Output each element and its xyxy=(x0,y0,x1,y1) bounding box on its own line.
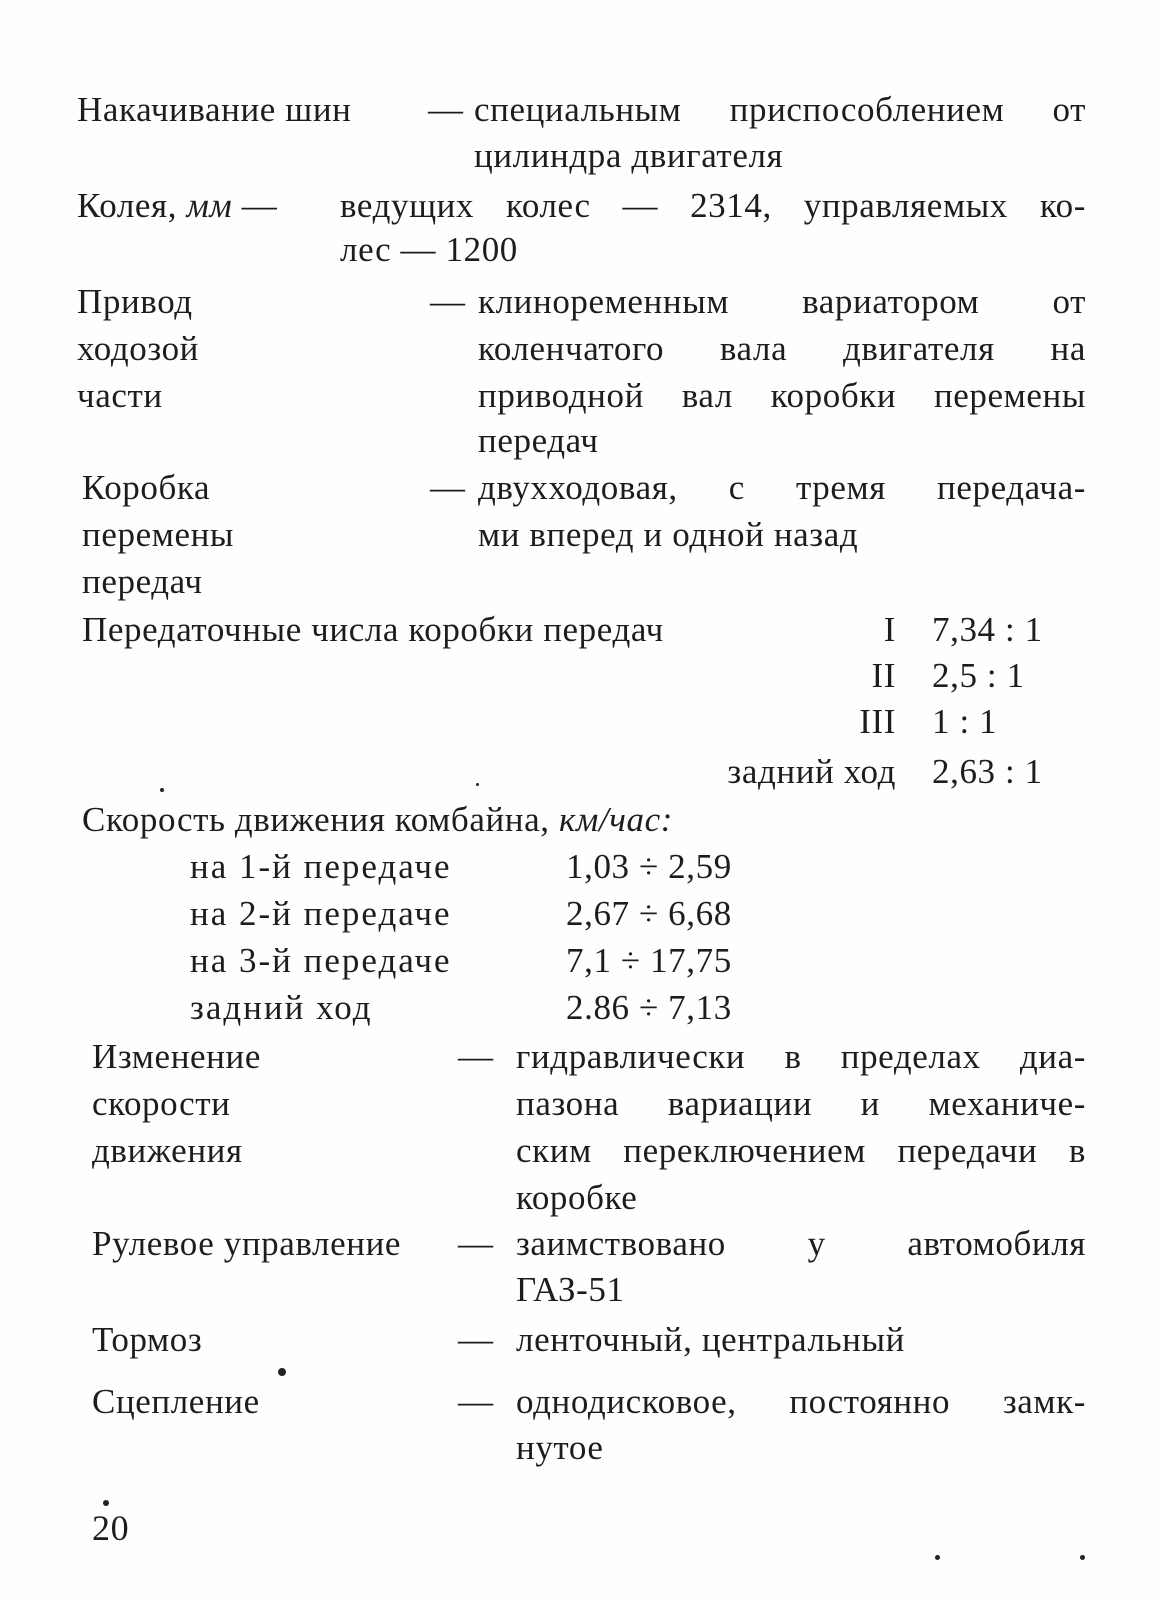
gear-ratio-gear: I xyxy=(883,610,896,649)
drive-text-line4: передач xyxy=(478,421,599,460)
drive-label-line2: ходозой xyxy=(77,329,200,368)
speed-label: Скорость движения комбайна, км/час: xyxy=(82,800,674,839)
speed-change-text-line2: пазона вариации и механиче- xyxy=(516,1084,1086,1123)
speed-change-label-line2: скорости xyxy=(92,1084,231,1123)
ink-speck xyxy=(278,1368,286,1376)
gearbox-label-line2: перемены xyxy=(82,515,235,554)
speed-range: 2,67 ÷ 6,68 xyxy=(566,894,732,933)
brake-dash: — xyxy=(458,1320,494,1359)
drive-text-line2: коленчатого вала двигателя на xyxy=(478,329,1086,368)
drive-label-line1: Привод xyxy=(77,282,193,321)
steering-dash: — xyxy=(458,1224,494,1263)
drive-text-line3: приводной вал коробки перемены xyxy=(478,376,1086,415)
tire-inflation-dash: — xyxy=(428,90,464,129)
tire-inflation-label: Накачивание шин xyxy=(77,90,352,129)
track-text-line1: ведущих колес — 2314, управляемых ко- xyxy=(340,186,1086,225)
speed-change-dash: — xyxy=(458,1037,494,1076)
speed-gear-name: на 2-й передаче xyxy=(190,894,452,933)
ink-speck xyxy=(935,1555,940,1560)
gearbox-label-line3: передач xyxy=(82,562,203,601)
speed-change-text-line1: гидравлически в пределах диа- xyxy=(516,1037,1086,1076)
tire-inflation-text-line2: цилиндра двигателя xyxy=(474,136,784,175)
ink-speck xyxy=(103,1500,109,1506)
track-label: Колея, мм — xyxy=(77,186,278,225)
drive-dash: — xyxy=(430,282,466,321)
drive-text-line1: клиноременным вариатором от xyxy=(478,282,1086,321)
gear-ratio-gear: II xyxy=(871,656,896,695)
speed-change-label-line3: движения xyxy=(92,1131,243,1170)
speed-change-text-line3: ским переключением передачи в xyxy=(516,1131,1086,1170)
clutch-label: Сцепление xyxy=(92,1382,260,1421)
gearbox-label-line1: Коробка xyxy=(82,468,211,507)
speed-unit: км/час: xyxy=(558,800,674,839)
speed-range: 2.86 ÷ 7,13 xyxy=(566,988,732,1027)
speed-range: 7,1 ÷ 17,75 xyxy=(566,941,732,980)
brake-text: ленточный, центральный xyxy=(516,1320,905,1359)
clutch-text-line2: нутое xyxy=(516,1428,604,1467)
clutch-dash: — xyxy=(458,1382,494,1421)
speed-gear-name: на 3-й передаче xyxy=(190,941,452,980)
gear-ratio-value: 2,5 : 1 xyxy=(932,656,1025,695)
ink-speck xyxy=(476,783,479,786)
gear-ratio-value: 7,34 : 1 xyxy=(932,610,1043,649)
gear-ratio-gear: III xyxy=(859,702,896,741)
steering-text-line2: ГАЗ-51 xyxy=(516,1270,625,1309)
ink-speck xyxy=(1080,1555,1085,1560)
speed-change-text-line4: коробке xyxy=(516,1178,638,1217)
gearbox-text-line1: двухходовая, с тремя передача- xyxy=(478,468,1086,507)
drive-label-line3: части xyxy=(77,376,163,415)
ink-speck xyxy=(160,788,164,792)
gear-ratio-value: 1 : 1 xyxy=(932,702,998,741)
track-text-line2: лес — 1200 xyxy=(340,230,518,269)
speed-range: 1,03 ÷ 2,59 xyxy=(566,847,732,886)
gear-ratio-value: 2,63 : 1 xyxy=(932,752,1043,791)
steering-text-line1: заимствовано у автомобиля xyxy=(516,1224,1086,1263)
gear-ratios-label: Передаточные числа коробки передач xyxy=(82,610,664,649)
steering-label: Рулевое управление xyxy=(92,1224,402,1263)
speed-gear-name: задний ход xyxy=(190,988,373,1027)
gearbox-text-line2: ми вперед и одной назад xyxy=(478,515,859,554)
track-unit: мм xyxy=(186,186,233,225)
brake-label: Тормоз xyxy=(92,1320,203,1359)
gear-ratio-gear: задний ход xyxy=(727,752,896,791)
gearbox-dash: — xyxy=(430,468,466,507)
tire-inflation-text-line1: специальным приспособлением от xyxy=(474,90,1086,129)
clutch-text-line1: однодисковое, постоянно замк- xyxy=(516,1382,1086,1421)
speed-change-label-line1: Изменение xyxy=(92,1037,261,1076)
page-number: 20 xyxy=(92,1508,130,1548)
speed-gear-name: на 1-й передаче xyxy=(190,847,452,886)
